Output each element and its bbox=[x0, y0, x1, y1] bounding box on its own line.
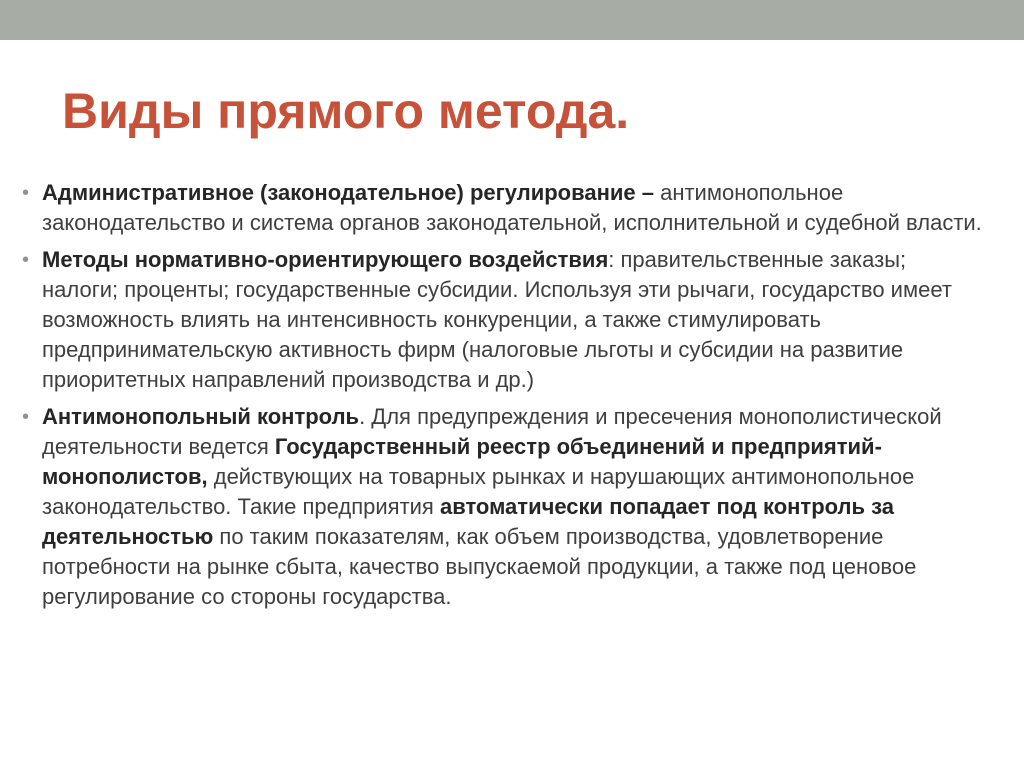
bullet-dot-icon: • bbox=[22, 182, 30, 204]
bullet-text: по таким показателям, как объем производства, удовлетворение потребности на рынке сбыта, качество выпускаемой продукции, а также под ценовое регулирование со стороны государства. bbox=[42, 524, 917, 609]
bullet-text-bold: автоматически попадает под контроль за деятельностью bbox=[42, 494, 895, 549]
bullet-text-bold: Антимонопольный контроль bbox=[42, 404, 360, 429]
bullet-list bbox=[22, 178, 982, 619]
bullet-dot-icon: • bbox=[22, 249, 30, 271]
bullet-text-bold: Административное (законодательное) регулирование – bbox=[42, 180, 654, 205]
bullet-text-bold: Методы нормативно-ориентирующего воздействия bbox=[42, 247, 609, 272]
slide-title: Виды прямого метода. bbox=[62, 83, 630, 139]
bullet-text: . Для предупреждения и пресечения монополистической деятельности ведется bbox=[42, 404, 942, 459]
bullet-text-bold: Государственный реестр объединений и предприятий-монополистов, bbox=[42, 434, 882, 489]
bullet-text: действующих на товарных рынках и нарушающих антимонопольное законодательство. Такие предприятия bbox=[42, 464, 915, 519]
slide-top-bar bbox=[0, 0, 1024, 40]
bullet-text: антимонопольное законодательство и система органов законодательной, исполнительной и судебной власти. bbox=[42, 180, 982, 235]
bullet-text: : правительственные заказы; налоги; проценты; государственные субсидии. Используя эти рычаги, государство имеет возможность влиять на интенсивность конкуренции, а также стимулировать предпринимательскую активность фирм (налоговые льготы и субсидии на развитие приоритетных направлений производства и др.) bbox=[42, 247, 952, 392]
bullet-item bbox=[22, 245, 982, 395]
bullet-item bbox=[22, 178, 982, 238]
bullet-item bbox=[22, 402, 982, 612]
bullet-dot-icon: • bbox=[22, 406, 30, 428]
